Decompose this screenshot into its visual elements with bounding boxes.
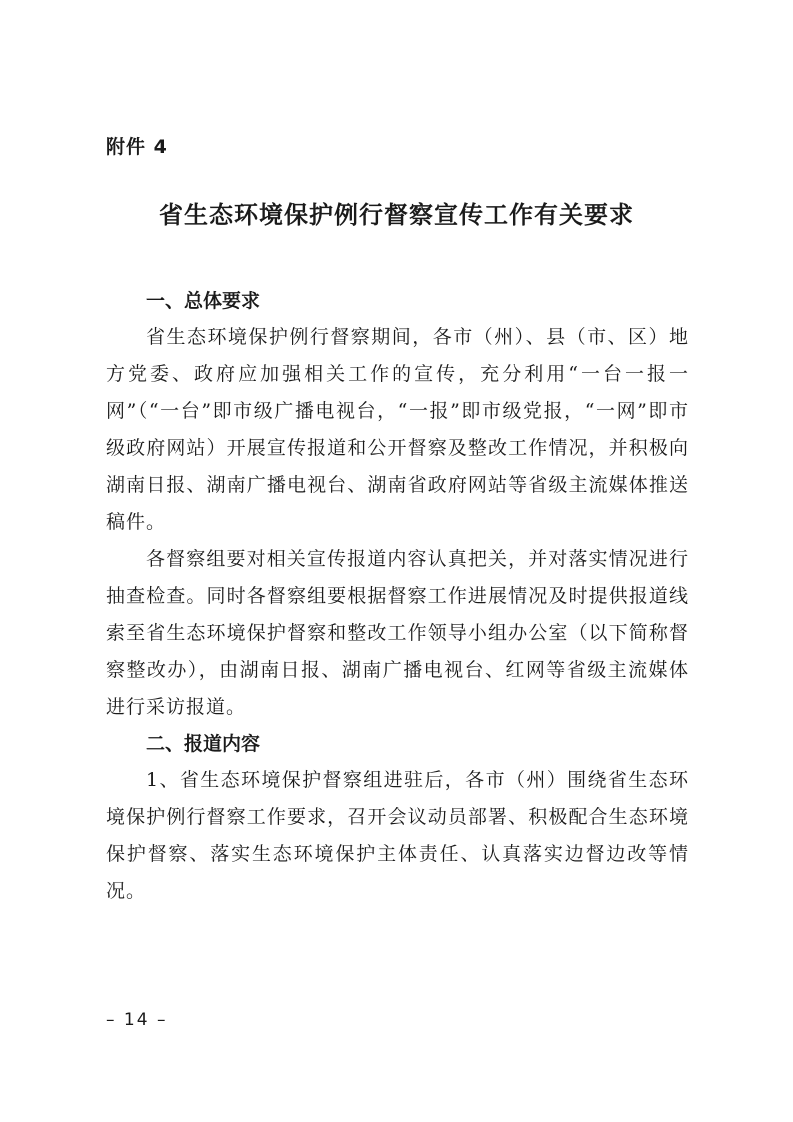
section-heading: 一、总体要求 bbox=[146, 290, 261, 312]
page-number: – 14 – bbox=[106, 1010, 168, 1030]
document-title: 省生态环境保护例行督察宣传工作有关要求 bbox=[159, 200, 634, 229]
paragraph: 1、省生态环境保护督察组进驻后，各市（州）围绕省生态环境保护例行督察工作要求，召开会议动员部署、积极配合生态环境保护督察、落实生态环境保护主体责任、认真落实边督边改等情况。 bbox=[106, 769, 689, 902]
document-body bbox=[106, 283, 689, 910]
section-general-requirements bbox=[106, 283, 689, 726]
section-report-content bbox=[106, 726, 689, 910]
section-heading: 二、报道内容 bbox=[146, 733, 261, 755]
paragraph: 省生态环境保护例行督察期间，各市（州）、县（市、区）地方党委、政府应加强相关工作的宣传，充分利用“一台一报一网”（“一台”即市级广播电视台，“一报”即市级党报，“一网”即市级政府网站）开展宣传报道和公开督察及整改工作情况，并积极向湖南日报、湖南广播电视台、湖南省政府网站等省级主流媒体推送稿件。 bbox=[106, 326, 689, 533]
paragraph: 各督察组要对相关宣传报道内容认真把关，并对落实情况进行抽查检查。同时各督察组要根据督察工作进展情况及时提供报道线索至省生态环境保护督察和整改工作领导小组办公室（以下简称督察整改办），由湖南日报、湖南广播电视台、红网等省级主流媒体进行采访报道。 bbox=[106, 548, 689, 718]
annex-label: 附件 4 bbox=[106, 136, 168, 158]
